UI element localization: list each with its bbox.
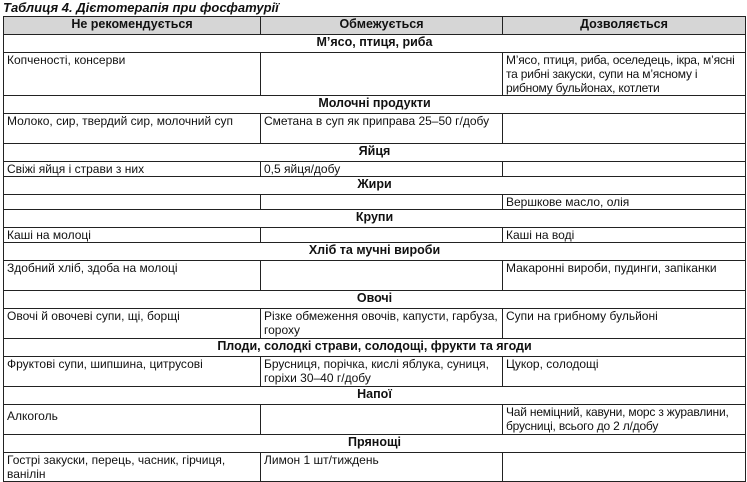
section-title: Жири [4,177,746,195]
cell-not-recommended: Каші на молоці [4,228,261,243]
cell-not-recommended: Копченості, консерви [4,53,261,96]
cell-not-recommended: Молоко, сир, твердий сир, молочний суп [4,114,261,144]
cell-allowed [503,453,746,482]
cell-limited: Лимон 1 шт/тиждень [261,453,503,482]
table-row-meat [4,53,746,96]
section-title: Хліб та мучні вироби [4,243,746,261]
header-not-recommended: Не рекомендується [4,17,261,35]
section-row-eggs [4,144,746,162]
table-row-fats [4,195,746,210]
cell-not-recommended: Фруктові супи, шипшина, цитрусові [4,357,261,387]
section-row-spices [4,435,746,453]
cell-not-recommended [4,195,261,210]
cell-allowed: Супи на грибному бульйоні [503,309,746,339]
section-title: Молочні продукти [4,96,746,114]
section-row-drinks [4,387,746,405]
section-row-fruits [4,339,746,357]
cell-limited: Брусниця, порічка, кислі яблука, суниця, горіхи 30–40 г/добу [261,357,503,387]
table-row-fruits [4,357,746,387]
cell-limited: Різке обмеження овочів, капусти, гарбуза, гороху [261,309,503,339]
cell-allowed [503,162,746,177]
cell-not-recommended: Алкоголь [4,405,261,435]
cell-allowed [503,114,746,144]
header-row [4,17,746,35]
cell-not-recommended: Здобний хліб, здоба на молоці [4,261,261,291]
section-title: Крупи [4,210,746,228]
table-row-cereals [4,228,746,243]
section-row-cereals [4,210,746,228]
cell-limited [261,195,503,210]
table-row-eggs [4,162,746,177]
cell-allowed: Каші на воді [503,228,746,243]
section-title: М’ясо, птиця, риба [4,35,746,53]
cell-not-recommended: Свіжі яйця і страви з них [4,162,261,177]
cell-limited [261,228,503,243]
table-header [4,17,746,35]
diet-table [3,16,746,482]
cell-allowed: Вершкове масло, олія [503,195,746,210]
table-row-spices [4,453,746,482]
section-row-vegetables [4,291,746,309]
section-title: Напої [4,387,746,405]
table-caption: Таблиця 4. Дієтотерапія при фосфатурії [3,0,279,15]
cell-limited [261,261,503,291]
section-row-fats [4,177,746,195]
section-title: Прянощі [4,435,746,453]
cell-limited [261,405,503,435]
table-row-bread [4,261,746,291]
table-row-drinks [4,405,746,435]
cell-not-recommended: Гострі закуски, перець, часник, гірчиця, ванілін [4,453,261,482]
header-limited: Обмежується [261,17,503,35]
cell-allowed: Макаронні вироби, пудинги, запіканки [503,261,746,291]
header-allowed: Дозволяється [503,17,746,35]
table-row-vegetables [4,309,746,339]
section-title: Плоди, солодкі страви, солодощі, фрукти та ягоди [4,339,746,357]
section-title: Овочі [4,291,746,309]
section-row-meat [4,35,746,53]
cell-limited: Сметана в суп як приправа 25–50 г/добу [261,114,503,144]
cell-allowed: Чай неміцний, кавуни, морс з журавлини, брусниці, всього до 2 л/добу [503,405,746,435]
cell-not-recommended: Овочі й овочеві супи, щі, борщі [4,309,261,339]
cell-limited: 0,5 яйця/добу [261,162,503,177]
section-row-bread [4,243,746,261]
section-title: Яйця [4,144,746,162]
cell-allowed: М’ясо, птиця, риба, оселедець, ікра, м’ясні та рибні закуски, супи на м’ясному і рибному бульйонах, котлети [503,53,746,96]
section-row-dairy [4,96,746,114]
cell-allowed: Цукор, солодощі [503,357,746,387]
table-body [4,35,746,482]
cell-limited [261,53,503,96]
table-row-dairy [4,114,746,144]
